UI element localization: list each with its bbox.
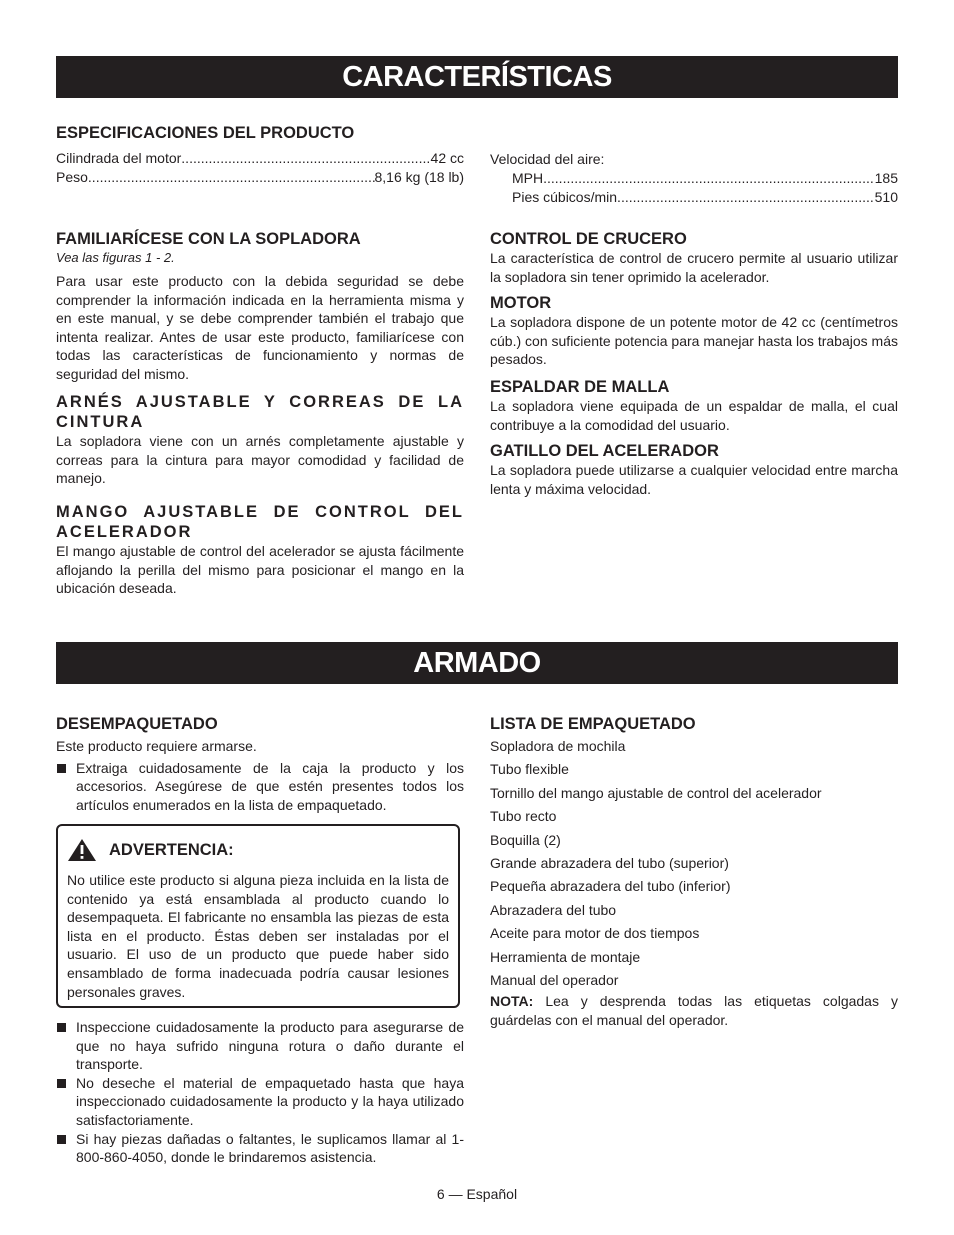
familiarize-title: FAMILIARÍCESE CON LA SOPLADORA [56,230,361,248]
warning-body: No utilice este producto si alguna pieza incluida en la lista de contenido ya está ensamblada al producto cuando lo desempaqueta. El fabricante no ensambla las piezas de esta lista en el producto. Éstas deben ser instaladas por el usuario. El uso de un producto que puede haber sido ensamblado de forma inadecuada podría causar lesiones personales graves. [67,872,449,1000]
warning-triangle-icon [67,838,97,862]
mesh-title: ESPALDAR DE MALLA [490,378,670,396]
figure-reference: Vea las figuras 1 - 2. [56,250,175,265]
list-item: Extraiga cuidadosamente de la caja la producto y los accesorios. Asegúrese de que estén presentes todos los artículos enumerados en la lista de empaquetado. [56,759,464,815]
cruise-body: La característica de control de crucero permite al usuario utilizar la sopladora sin tener oprimido la acelerador. [490,250,898,285]
familiarize-section [56,229,464,384]
packing-note: NOTA: Lea y desprenda todas las etiquetas colgadas y guárdelas con el manual del operador. [490,993,898,1029]
bullet-square-icon [57,1023,66,1032]
warning-box [56,824,460,1008]
packing-item: Abrazadera del tubo [490,901,617,918]
section-title-armado: ARMADO [56,642,898,684]
note-label: NOTA: [490,993,534,1010]
packing-item: Aceite para motor de dos tiempos [490,925,700,942]
air-speed-section [490,150,898,207]
section-title-caracteristicas: CARACTERÍSTICAS [56,56,898,98]
list-item: No deseche el material de empaquetado hasta que haya inspeccionado cuidadosamente la producto y la haya utilizado satisfactoriamente. [56,1074,464,1130]
list-item: Si hay piezas dañadas o faltantes, le suplicamos llamar al 1-800-860-4050, donde le brindaremos asistencia. [56,1130,464,1167]
handle-section [56,502,464,598]
packing-item: Sopladora de mochila [490,738,626,754]
handle-body: El mango ajustable de control del acelerador se ajusta fácilmente aflojando la perilla del mismo para posicionar el mango en la ubicación deseada. [56,543,464,597]
packing-item: Manual del operador [490,972,619,989]
list-item: Inspeccione cuidadosamente la producto para asegurarse de que no haya sufrido ninguna rotura o daño durante el transporte. [56,1018,464,1074]
harness-title: ARNÉS AJUSTABLE Y CORREAS DE LA CINTURA [56,393,464,431]
packing-item: Boquilla (2) [490,831,561,848]
packing-item: Tubo recto [490,808,557,825]
packing-item: Tornillo del mango ajustable de control del acelerador [490,784,822,801]
bullet-square-icon [57,1079,66,1088]
bullet-square-icon [57,1135,66,1144]
packing-item: Grande abrazadera del tubo (superior) [490,855,729,872]
familiarize-body: Para usar este producto con la debida seguridad se debe comprender la información indicada en la herramienta misma y en este manual, y se debe comprender también el trabajo que intenta realizar. Antes de usar este producto, familiarícese con todas las características de funcionamiento y normas de seguridad del mismo. [56,273,464,382]
unpacking-title: DESEMPAQUETADO [56,715,218,733]
specs-title: ESPECIFICACIONES DEL PRODUCTO [56,124,355,142]
bullet-square-icon [57,764,66,773]
motor-body: La sopladora dispone de un potente motor de 42 cc (centímetros cúb.) con suficiente potencia para manejar hasta los trabajos más pesados. [490,314,898,368]
spec-row-weight: Peso ..... 8,16 kg (18 lb) [56,168,464,187]
unpacking-section [56,714,464,814]
spec-row-cfm: Pies cúbicos/min. ..... 510 [512,188,898,207]
cruise-section [490,229,898,286]
motor-section [490,293,898,369]
mesh-body: La sopladora viene equipada de un espaldar de malla, el cual contribuye a la comodidad del usuario. [490,398,898,433]
mesh-section [490,377,898,434]
packing-title: LISTA DE EMPAQUETADO [490,715,696,733]
handle-title: MANGO AJUSTABLE DE CONTROL DEL ACELERADOR [56,503,464,541]
packing-item: Herramienta de montaje [490,948,641,965]
trigger-title: GATILLO DEL ACELERADOR [490,442,719,460]
harness-body: La sopladora viene con un arnés completamente ajustable y correas para la cintura para mayor comodidad y facilidad de manejo. [56,433,464,487]
packing-item: Tubo flexible [490,761,569,778]
spec-row-mph: MPH ..... 185 [512,169,898,188]
cruise-title: CONTROL DE CRUCERO [490,230,687,248]
warning-title: ADVERTENCIA: [109,840,234,859]
air-speed-label: Velocidad del aire: [490,151,605,167]
page-footer: 6 — Español [436,1186,518,1202]
packing-item: Pequeña abrazadera del tubo (inferior) [490,878,731,895]
motor-title: MOTOR [490,294,552,312]
harness-section [56,392,464,488]
trigger-section [490,441,898,498]
unpacking-intro: Este producto requiere armarse. [56,738,257,754]
trigger-body: La sopladora puede utilizarse a cualquier velocidad entre marcha lenta y máxima velocidad. [490,462,898,497]
packing-section [490,714,898,1030]
specs-section [56,123,464,187]
spec-row-displacement: Cilindrada del motor ..... 42 cc [56,149,464,168]
unpacking-bullets-after [56,1018,464,1167]
